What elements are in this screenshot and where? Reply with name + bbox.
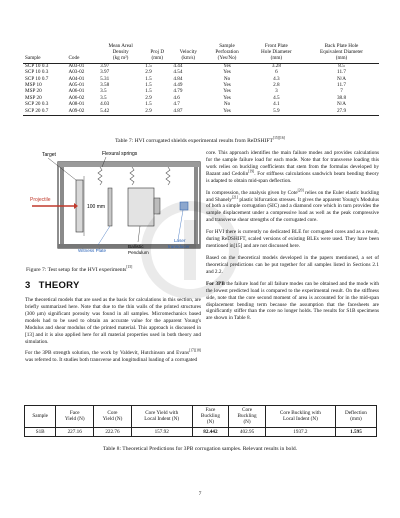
page-number: 7 xyxy=(198,491,202,497)
table-cell: 11.7 xyxy=(337,82,346,89)
label-100mm: 100 mm xyxy=(87,204,106,210)
paragraph xyxy=(206,281,379,323)
flexural-springs xyxy=(98,167,170,185)
table-cell: A06-01 xyxy=(68,88,85,95)
table-cell: A09-02 xyxy=(66,108,98,115)
header-line: (N) xyxy=(206,419,215,426)
paragraph: For HVI there is currently no dedicated BLE for corrugated cores and as a result, during ReDSHIFT, scaled versions of existing BLEs were used. They have been mentioned in[15] and are not discussed here. xyxy=(206,229,379,250)
table-cell: 3.58 xyxy=(100,82,110,89)
witness-plate xyxy=(108,188,112,226)
header-line: Face xyxy=(69,410,80,417)
table-cell: 4.6 xyxy=(173,94,180,101)
caption-citation: [15][16] xyxy=(272,136,285,141)
header-line: (mm) xyxy=(270,54,283,61)
table-cell: 3.97 xyxy=(100,69,110,76)
column-header xyxy=(143,44,171,63)
text-run: In compression, the analysis given by Cote xyxy=(206,189,298,196)
table-cell: A08-01 xyxy=(68,101,85,108)
table-cell: Yes xyxy=(223,63,231,70)
paragraph: Based on the theoretical models developed in the papers mentioned, a set of theoretical predictions can be put together for all samples listed in Sections 2.1 and 2.2. xyxy=(206,254,379,275)
table-cell: 5.42 xyxy=(98,108,143,115)
table-cell: 4.1 xyxy=(273,101,280,108)
table-cell: Yes xyxy=(223,82,231,89)
table-cell: 4.54 xyxy=(173,69,183,76)
frame-left-post xyxy=(60,167,64,248)
header-line: Buckling xyxy=(237,413,257,420)
header-line: Hole Diameter xyxy=(261,48,292,55)
header-line: Face xyxy=(205,407,216,413)
column-header xyxy=(94,406,132,428)
table-cell: 3 xyxy=(275,88,278,95)
table-cell: SCP 10 0.7 xyxy=(25,75,49,82)
table-cell: Yes xyxy=(223,88,231,95)
table-cell: 4.84 xyxy=(173,75,183,82)
table-7-caption xyxy=(0,138,400,145)
header-line: Core Yield with xyxy=(145,410,179,417)
table-cell: N/A xyxy=(337,101,346,108)
header-line: Front Plate xyxy=(264,43,288,49)
text-run: plastic bifurcation stresses. It gives the apparent Young's Modulus of both a simple corrugation (SIC) and a diamond core which in turn provides the sample displacement under a compressive load as well as the peak compressive and transverse shear strengths of the corrugated core. xyxy=(206,196,379,224)
citation: [20] xyxy=(297,187,304,192)
column-header xyxy=(23,44,66,63)
header-line: Core xyxy=(242,407,253,413)
paragraph: The theoretical models that are used as the basis for calculations in this section, are briefly summarized here. Note that due to the thin walls of the printed structures (300 μm) significant porosity was found in all samples. Micromechanics based models had to be used to obtain an accurate value for the apparent Young's Modulus and shear modulus of the printed material. This approach is discussed in [13] and it is also applied here for all material properties used in both theory and simulation. xyxy=(25,297,201,345)
table-cell: 1.5 xyxy=(145,82,152,89)
header-line: Buckling xyxy=(200,413,220,420)
table-cell: MSP 10 xyxy=(25,82,42,89)
column-header xyxy=(265,406,335,428)
table-cell: 1.5 xyxy=(145,63,152,70)
caption-text: Figure 7: Test setup for the HVI experiments xyxy=(26,267,127,273)
table-cell: 5.31 xyxy=(100,75,110,82)
label-flexural-springs: Flexural springs xyxy=(102,151,138,157)
table-theoretical-predictions xyxy=(24,405,377,437)
column-header xyxy=(192,406,229,428)
table-cell: SCP 20 0.7 xyxy=(23,108,66,115)
header-line: Back Plate Hole xyxy=(324,43,359,49)
table-cell: 1937.2 xyxy=(265,427,335,436)
header-line: (N) xyxy=(243,419,251,426)
column-header xyxy=(229,406,266,428)
header-line: Velocity xyxy=(179,48,197,55)
header-line: (mm) xyxy=(350,416,362,423)
header-line: Local Indent (N) xyxy=(144,416,180,423)
table-cell: 4.5 xyxy=(273,94,280,101)
table-cell: 2.8 xyxy=(273,82,280,89)
header-line: (Yes/No) xyxy=(217,54,237,61)
table-cell: No xyxy=(223,101,231,108)
right-column xyxy=(206,150,379,327)
table-cell: 2.9 xyxy=(145,94,152,101)
text-run: was referred to. It studies both transverse and longitudinal loading of a corrugated xyxy=(25,357,198,364)
column-header xyxy=(335,406,376,428)
text-run: For the 3PB strength solution, the work by Valdevit, Hutchinson and Evans xyxy=(25,350,190,357)
table-cell: 5.9 xyxy=(249,108,304,115)
table-cell: 1.595 xyxy=(335,427,376,436)
table-cell: 4.44 xyxy=(173,63,183,70)
header-line: Yield (N) xyxy=(64,416,85,423)
column-header xyxy=(304,44,379,63)
table-cell: N/A xyxy=(337,75,346,82)
section-title: THEORY xyxy=(38,280,80,291)
table-cell: A04-01 xyxy=(68,75,85,82)
header-row xyxy=(25,406,377,428)
table-cell: 2.9 xyxy=(143,108,171,115)
table-cell: 227.16 xyxy=(56,427,94,436)
table-cell: 82.442 xyxy=(192,427,229,436)
table-cell: 6 xyxy=(275,69,278,76)
table-cell: 4.7 xyxy=(173,101,180,108)
column-header xyxy=(98,44,143,63)
column-header xyxy=(66,44,98,63)
header-line: Local Indent (N) xyxy=(282,416,318,423)
header-line: Proj D xyxy=(150,48,165,55)
header-row xyxy=(23,44,379,63)
table-hvi-results xyxy=(23,44,379,116)
label-ballistic: Ballistic xyxy=(128,244,144,249)
citation: [19] xyxy=(248,169,255,174)
column-header xyxy=(56,406,94,428)
table-cell: 7 xyxy=(340,88,343,95)
table-body xyxy=(23,63,379,115)
table-cell: 3.5 xyxy=(100,94,107,101)
frame-top-bar xyxy=(58,162,200,167)
label-laser: Laser xyxy=(174,238,186,243)
table-cell: 4.03 xyxy=(100,101,110,108)
header-line: Mean Areal xyxy=(108,43,133,49)
table-cell: 222.76 xyxy=(94,427,132,436)
table-cell: A05-01 xyxy=(68,82,85,89)
table-cell: 11.7 xyxy=(337,69,346,76)
text-run: core. This approach identifies the main failure modes and provides calculations for the sample failure load for each mode. Note that for transverse loading this work relies on buckling coefficients that stem from the formulas developed by Bazant and Cedolin xyxy=(206,150,379,177)
table-header xyxy=(23,44,379,63)
header-line: Sample xyxy=(25,54,41,61)
header-line: Core xyxy=(107,410,118,417)
header-line: (mm) xyxy=(151,54,164,61)
table-cell: 4.49 xyxy=(173,82,183,89)
table-cell: SCP 20 0.3 xyxy=(25,101,49,108)
citation: [17][18] xyxy=(189,348,201,353)
table-cell: 3.97 xyxy=(100,63,110,70)
table-body xyxy=(25,427,377,436)
paragraph xyxy=(206,187,379,225)
table-cell: 4.87 xyxy=(171,108,205,115)
label-projectile: Projectile xyxy=(30,197,51,203)
table-row xyxy=(23,108,379,115)
header-line: (kg m²) xyxy=(112,54,129,61)
table-cell: 3.5 xyxy=(100,88,107,95)
table-cell: S1B xyxy=(25,427,56,436)
section-heading xyxy=(25,280,80,291)
header-line: (km/s) xyxy=(181,54,196,61)
table-cell: 8.5 xyxy=(338,63,345,70)
label-witness-plate: Witness Plate xyxy=(78,248,107,253)
header-line: Sample xyxy=(219,43,235,49)
table-cell: 1.5 xyxy=(145,101,152,108)
table-8-caption: Table 8: Theoretical Predictions for 3PB corrugation samples. Relevant results in bold. xyxy=(102,446,298,452)
text-run: . For stiffness calculations sandwich beam bending theory is adapted to obtain mid-span deflection. xyxy=(206,170,379,184)
table-cell: 4.79 xyxy=(173,88,183,95)
table-cell: 1.5 xyxy=(145,88,152,95)
column-header xyxy=(205,44,249,63)
paragraph xyxy=(206,150,379,185)
header-line: Core Buckling with xyxy=(279,410,321,417)
table-cell: SCP 10 0.3 xyxy=(25,69,49,76)
table-cell: 27.9 xyxy=(304,108,379,115)
label-transducer: transducer xyxy=(168,244,190,249)
table-cell: MSP 20 xyxy=(25,94,42,101)
column-header xyxy=(25,406,56,428)
header-line: (mm) xyxy=(335,54,348,61)
bold-lead: For 3PB xyxy=(206,280,225,287)
table-cell: 2.9 xyxy=(145,69,152,76)
header-line: Code xyxy=(68,54,80,61)
table-cell: SCP 10 0.3 xyxy=(25,63,49,70)
table-cell: 4.3 xyxy=(273,75,280,82)
table-cell: Yes xyxy=(223,94,231,101)
table-cell: A03-01 xyxy=(68,63,85,70)
table-row xyxy=(25,427,377,436)
table-cell: A06-02 xyxy=(68,94,85,101)
caption-citation: [15] xyxy=(126,265,133,270)
header-line: Deflection xyxy=(345,410,367,417)
text-run: the failure load for all failure modes can be obtained and the mode with the lowest predicted load is compared to the experimental result. On the stiffness side, note that the core second moment of area is accounted for in the mid-span displacement bending term because the assumption that the facesheets are significantly stiffer than the core no longer holds. The results for S1B specimens are shown in Table 8. xyxy=(206,280,379,322)
header-line: Equivalent Diameter xyxy=(319,48,364,55)
paragraph xyxy=(25,350,201,364)
table-header xyxy=(25,406,377,428)
header-line: Sample xyxy=(32,413,48,420)
left-column xyxy=(25,297,201,369)
header-line: Yield (N) xyxy=(102,416,123,423)
table-cell: Yes xyxy=(205,108,249,115)
table-cell: MSP 20 xyxy=(25,88,42,95)
table-cell: 1.5 xyxy=(145,75,152,82)
label-pendulum: Pendulum xyxy=(128,250,149,255)
table-cell: 157.92 xyxy=(131,427,192,436)
header-line: Density xyxy=(112,48,129,55)
table-cell: 3.28 xyxy=(271,63,281,70)
table-cell: No xyxy=(223,75,231,82)
table-cell: A03-02 xyxy=(68,69,85,76)
table-cell: 402.95 xyxy=(229,427,266,436)
caption-text: Table 7: HVI corrugated shields experimental results from ReDSHIFT xyxy=(115,138,273,144)
citation: [21] xyxy=(231,194,238,199)
witness-leader xyxy=(98,226,110,245)
table-cell: 38.8 xyxy=(336,94,347,101)
section-number: 3 xyxy=(25,280,31,291)
table-cell: Yes xyxy=(223,69,231,76)
header-line: Perforation xyxy=(215,48,239,55)
column-header xyxy=(249,44,304,63)
column-header xyxy=(131,406,192,428)
label-target: Target xyxy=(42,152,56,158)
column-header xyxy=(171,44,205,63)
text-run: relies on the Euler elastic buckling and Shanely xyxy=(206,189,379,203)
